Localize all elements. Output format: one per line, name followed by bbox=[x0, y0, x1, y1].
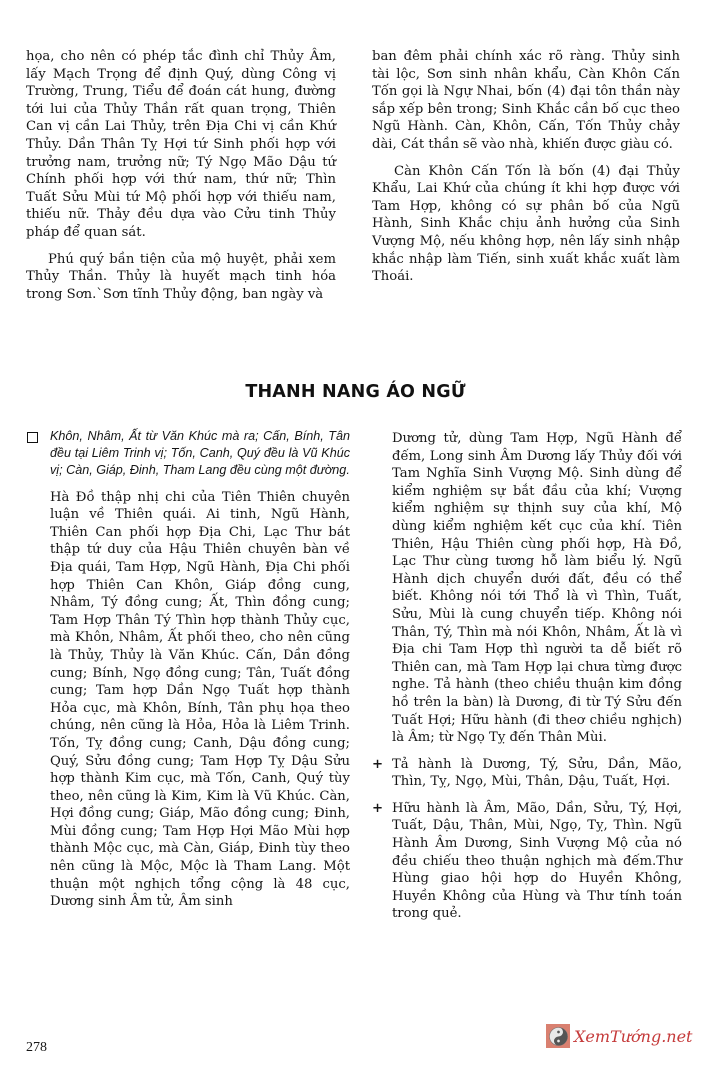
paragraph: họa, cho nên có phép tắc đình chỉ Thủy Âm, lấy Mạch Trọng để định Quý, dùng Công vị Trường, Trung, Tiểu để đoán cát hung, đường tới lui của Thủy Thần rất quan trọng, Thiên Can vị cần Lai Thủy, trên Địa Chi vị cần Khứ Thủy. Dần Thân Tỵ Hợi tứ Sinh phối hợp với trưởng nam, trưởng nữ; Tý Ngọ Mão Dậu tứ Chính phối hợp với thứ nam, thứ nữ; Thìn Tuất Sửu Mùi tứ Mộ phối hợp với thiếu nam, thiếu nữ. Thảy đều dựa vào Cửu tinh Thủy pháp để quan sát. bbox=[26, 49, 336, 240]
top-right-column bbox=[372, 48, 680, 286]
section-title: THANH NANG ÁO NGỮ bbox=[245, 382, 466, 402]
paragraph: Càn Khôn Cấn Tốn là bốn (4) đại Thủy Khẩu, Lai Khứ của chúng ít khi hợp được với Tam Hợp, không có sự phân bố của Ngũ Hành, Sinh Khắc chịu ảnh hưởng của Sinh Vượng Mộ, nếu không hợp, nên lấy sinh nhập khắc nhập làm Tiến, sinh xuất khắc xuất làm Thoái. bbox=[372, 163, 680, 285]
quote-block bbox=[50, 428, 350, 480]
bottom-left-column bbox=[50, 428, 350, 911]
quote-text: Khôn, Nhâm, Ất từ Văn Khúc mà ra; Cấn, Bính, Tân đều tại Liêm Trinh vị; Tốn, Canh, Quý đều là Vũ Khúc vị; Càn, Giáp, Đinh, Tham Lang đều cùng một đường. bbox=[50, 429, 350, 478]
bottom-right-column bbox=[372, 430, 682, 923]
paragraph: Dương tử, dùng Tam Hợp, Ngũ Hành để đếm, Long sinh Âm Dương lấy Thủy đối với Tam Nghĩa Sinh Vượng Mộ. Sinh dùng để kiểm nghiệm sự bắt đầu của khí; Vượng kiểm nghiệm sự thịnh suy của khí, Mộ dùng kiểm nghiệm kết cục của khí. Tiên Thiên, Hậu Thiên cùng phối hợp, Hà Đồ, Lạc Thư cùng tương hỗ làm biểu lý. Ngũ Hành dịch chuyển dưới đất, đều có thể biết. Không nói tới Thổ là vì Thìn, Tuất, Sửu, Mùi là cung chuyển tiếp. Không nói Thân, Tý, Thìn mà nói Khôn, Nhâm, Ất là vì Địa chi Tam Hợp thì người ta dễ biết rõ Thiên can, mà Tam Hợp lại chưa từng được nghe. Tả hành (theo chiều thuận kim đồng hồ trên la bàn) là Dương, đi từ Tý Sửu đến Tuất Hợi; Hữu hành (đi theơ chiều nghịch) là Âm; từ Ngọ Tỵ đến Thân Mùi. bbox=[392, 431, 682, 746]
paragraph: ban đêm phải chính xác rõ ràng. Thủy sinh tài lộc, Sơn sinh nhân khẩu, Càn Khôn Cấn Tốn gọi là Ngự Nhai, bốn (4) đại tôn thần này sắp xếp bên trong; Sinh Khắc cần bố cục theo Ngũ Hành. Càn, Khôn, Cấn, Tốn Thủy chảy dài, Cát thần sẽ vào nhà, khiến được giàu có. bbox=[372, 49, 680, 152]
checkbox-bullet-icon bbox=[27, 432, 38, 443]
page-number: 278 bbox=[26, 1040, 47, 1055]
paragraph: Hà Đồ thập nhị chi của Tiên Thiên chuyên luận về Thiên quái. Ai tinh, Ngũ Hành, Thiên Can phối hợp Địa Chi, Lạc Thư bát thập tứ duy của Hậu Thiên chuyên bàn về Địa quái, Tam Hợp, Ngũ Hành, Địa Chi phối hợp Thiên Can Khôn, Giáp đồng cung, Nhâm, Tý đồng cung; Ất, Thìn đồng cung; Tam Hợp Thân Tý Thìn hợp thành Thủy cục, mà Khôn, Nhâm, Ất phối theo, cho nên cũng là Thủy, Thủy là Văn Khúc. Cấn, Dần đồng cung; Bính, Ngọ đồng cung; Tân, Tuất đồng cung; Tam hợp Dần Ngọ Tuất hợp thành Hỏa cục, mà Khôn, Bính, Tân phụ họa theo chúng, nên cũng là Hỏa, Hỏa là Liêm Trinh. Tốn, Tỵ đồng cung; Canh, Dậu đồng cung; Quý, Sửu đồng cung; Tam Hợp Tỵ Dậu Sửu hợp thành Kim cục, mà Tốn, Canh, Quý tùy theo, nên cũng là Kim, Kim là Vũ Khúc. Càn, Hợi đồng cung; Giáp, Mão đồng cung; Đinh, Mùi đồng cung; Tam Hợp Hợi Mão Mùi hợp thành Mộc cục, mà Càn, Giáp, Đinh tùy theo nên cũng là Mộc, Mộc là Tham Lang. Một thuận một nghịch tổng cộng là 48 cục, Dương sinh Âm tử, Âm sinh bbox=[50, 489, 350, 910]
plus-icon: + bbox=[372, 756, 384, 772]
bullet-item bbox=[372, 800, 682, 923]
watermark-logo bbox=[546, 1024, 692, 1048]
bullet-text: Tả hành là Dương, Tý, Sửu, Dần, Mão, Thìn, Tỵ, Ngọ, Mùi, Thân, Dậu, Tuất, Hợi. bbox=[392, 756, 682, 790]
plus-icon: + bbox=[372, 800, 384, 816]
paragraph: Phú quý bần tiện của mộ huyệt, phải xem Thủy Thần. Thủy là huyết mạch tinh hóa trong Sơn.`Sơn tĩnh Thủy động, ban ngày và bbox=[26, 251, 336, 302]
top-left-column bbox=[26, 48, 336, 303]
watermark-text: XemTướng.net bbox=[574, 1026, 693, 1046]
yin-yang-icon bbox=[546, 1024, 570, 1048]
bullet-text: Hữu hành là Âm, Mão, Dần, Sửu, Tý, Hợi, Tuất, Dậu, Thân, Mùi, Ngọ, Tỵ, Thìn. Ngũ Hành Âm Dương, Sinh Vượng Mộ của nó đều chiếu theo thuận nghịch mà đếm.Thư Hùng giao hội hợp do Huyền Không, Huyền Không của Hùng và Thư tính toán trong quẻ. bbox=[392, 800, 682, 922]
bullet-item bbox=[372, 756, 682, 791]
